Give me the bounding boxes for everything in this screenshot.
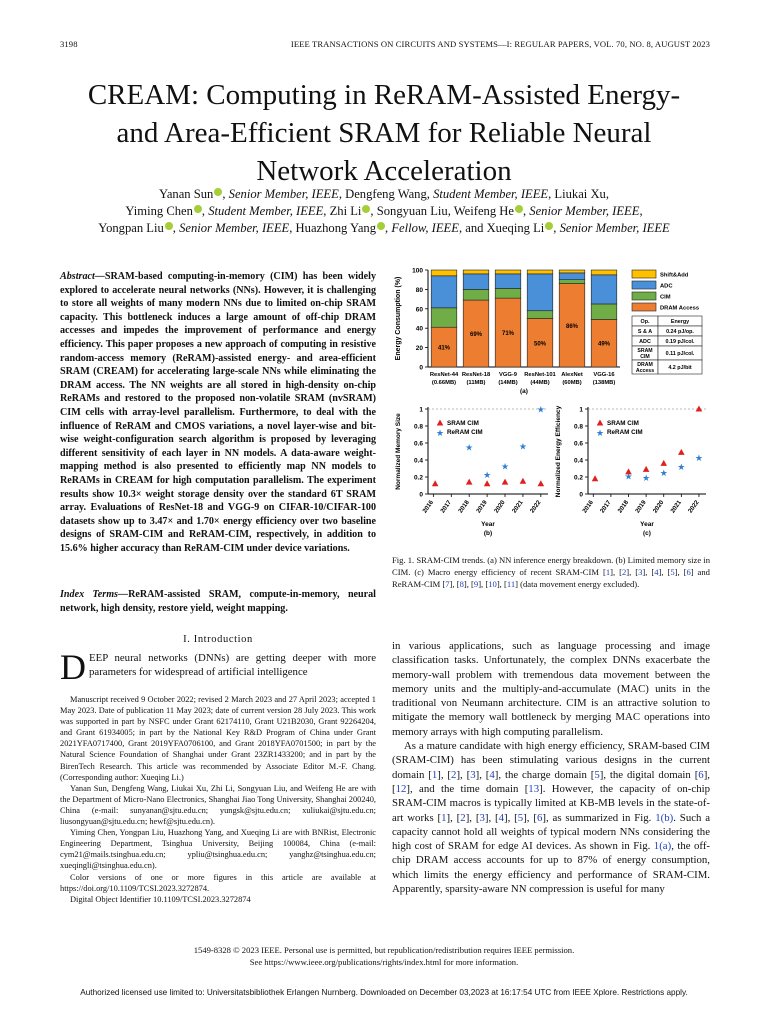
x-tick-label: 2017 <box>439 499 453 515</box>
table-cell-text: Op. <box>640 319 650 325</box>
bar-segment <box>591 270 617 275</box>
orcid-icon[interactable] <box>515 205 523 213</box>
data-point-sram <box>466 479 473 485</box>
bar-segment <box>527 270 553 274</box>
legend-label: DRAM Access <box>660 305 700 312</box>
y-tick-label: 0.6 <box>573 440 583 448</box>
title-line: CREAM: Computing in ReRAM-Assisted Energy- <box>87 79 681 111</box>
table-cell-text: 0.24 pJ/op. <box>666 329 694 336</box>
data-point-sram <box>520 478 527 484</box>
x-tick-label: AlexNet <box>561 372 583 378</box>
y-tick-label: 0.2 <box>413 474 423 482</box>
legend-label: ReRAM CIM <box>447 429 483 436</box>
category-size-label: (11MB) <box>466 380 486 386</box>
legend-marker-sram <box>437 420 444 426</box>
body-paragraph: As a mature candidate with high energy efficiency, SRAM-based CIM (SRAM-CIM) has been stimulating various designs in the current domain [1], [2], [3], [4], the charge domain [5], the digital domain [6], [12], and the time domain [13]. However, the capacity of on-chip SRAM-CIM macros is typically limited at KB-MB levels in the state-of-art works [1], [2], [3], [4], [5], [6], as summarized in Fig. 1(b). Such a capacity cannot hold all weights of typical modern NNs considering the high cost of SRAM for edge AI devices. As shown in Fig. 1(a), the off-chip DRAM access accounts for up to 87% of energy consumption, which limits the energy efficiency and performance of SRAM-CIM. Apparently, sparsity-aware NN compression is useful for many <box>392 740 711 896</box>
bar-segment <box>559 270 585 273</box>
bar-segment <box>463 274 489 290</box>
legend-marker-reram: ★ <box>595 428 605 438</box>
bar-segment <box>431 270 457 276</box>
page-number: 3198 <box>60 39 78 49</box>
x-tick-label: 2020 <box>651 499 666 515</box>
footnote-affiliation: Yiming Chen, Yongpan Liu, Huazhong Yang, and Xueqing Li are with BNRist, Electronic Engineering Department, Tsinghua University, Beijing 100084, China (e-mail: cym21@mails.tsinghua.edu.cn; ypliu@tsinghua.edu.cn; yanghz@tsinghua.edu.cn; xueqingli@tsinghua.edu.cn). <box>60 828 376 871</box>
author-line: Yiming Chen , Student Member, IEEE, Zhi Li , Songyuan Liu, Weifeng He , Senior Member, IEEE, <box>125 204 643 218</box>
footnote-manuscript: Manuscript received 9 October 2022; revised 2 March 2023 and 27 April 2023; accepted 1 May 2023. Date of publication 11 May 2023; date of current version 28 July 2023. This work was supported in part by NSFC under Grant 62174110, Grant U21B2030, Grant 92264204, and Grant 61934005; in part by the National Key R&D Program of China under Grant 2021YFA0717400, Grant 2019YFA0706100, and Grant 2018YFA0701500; in part by the Natural Science Foundation of Shanghai under Grant 23ZR1433200; and in part by the BirenTech Research. This article was recommended by Associate Editor M.-F. Chang. (Corresponding author: Xueqing Li.) <box>60 695 376 782</box>
bar-segment <box>527 311 553 319</box>
data-label: 71% <box>501 331 515 338</box>
data-point-reram: ★ <box>694 452 703 463</box>
y-axis-label: Normalized Memory Size <box>395 413 402 490</box>
footnote-doi: Digital Object Identifier 10.1109/TCSI.2023.3272874 <box>70 894 251 904</box>
orcid-icon[interactable] <box>165 222 173 230</box>
y-axis-label: Normalized Energy Efficiency <box>555 405 562 498</box>
panel-label: (c) <box>643 530 651 537</box>
y-tick-label: 0 <box>419 364 423 372</box>
legend-marker-sram <box>597 420 604 426</box>
authorized-use-notice: Authorized licensed use limited to: Universitatsbibliothek Erlangen Nurnberg. Downloaded on December 03,2023 at 16:17:54 UTC from IEEE Xplore. Restrictions apply. <box>80 988 688 997</box>
legend-label: ADC <box>660 283 673 290</box>
x-tick-label: 2016 <box>421 499 436 515</box>
data-label: 49% <box>597 341 611 348</box>
bar-segment <box>495 270 521 274</box>
legend-label: ReRAM CIM <box>607 429 643 436</box>
legend-swatch <box>632 303 656 311</box>
data-point-sram <box>484 480 491 486</box>
y-tick-label: 0.2 <box>573 474 583 482</box>
x-tick-label: 2017 <box>598 499 613 515</box>
figure-1 <box>388 262 718 552</box>
y-tick-label: 0.8 <box>413 423 423 431</box>
legend-swatch <box>632 292 656 300</box>
table-cell-text: S & A <box>637 329 653 335</box>
y-tick-label: 0.6 <box>413 440 423 448</box>
table-cell-text: DRAM <box>637 362 653 368</box>
intro-paragraph <box>60 647 376 687</box>
author-list <box>40 186 728 237</box>
author-line: Yanan Sun , Senior Member, IEEE, Dengfeng Wang, Student Member, IEEE, Liukai Xu, <box>159 187 609 201</box>
x-tick-label: 2019 <box>475 499 489 515</box>
orcid-icon[interactable] <box>194 205 202 213</box>
x-tick-label: VGG-16 <box>593 372 615 378</box>
bar-segment <box>495 274 521 289</box>
orcid-icon[interactable] <box>362 205 370 213</box>
table-cell-text: 0.11 pJ/col. <box>665 351 695 358</box>
y-tick-label: 40 <box>415 325 423 333</box>
legend-swatch <box>632 270 656 278</box>
y-tick-label: 60 <box>415 306 423 314</box>
panel-label: (b) <box>483 530 493 537</box>
legend-label: Shift&Add <box>660 272 689 279</box>
legend-label: SRAM CIM <box>607 420 639 427</box>
x-tick-label: 2016 <box>581 499 595 515</box>
y-tick-label: 20 <box>415 345 423 353</box>
data-point-reram: ★ <box>642 473 651 484</box>
bar-segment <box>495 288 521 298</box>
orcid-icon[interactable] <box>545 222 553 230</box>
y-tick-label: 0.8 <box>573 423 583 431</box>
table-cell-text: 0.19 pJ/col. <box>665 339 695 346</box>
footnotes <box>60 694 376 905</box>
data-label: 41% <box>437 345 451 352</box>
data-point-reram: ★ <box>465 442 474 453</box>
table-cell-text: Energy <box>670 319 690 326</box>
copyright-footer <box>40 945 728 968</box>
title-line: Network Acceleration <box>256 155 512 187</box>
data-point-sram <box>643 466 650 472</box>
x-tick-label: 2021 <box>669 499 683 515</box>
chart-panel-a <box>395 268 702 396</box>
x-tick-label: 2021 <box>510 499 525 515</box>
y-tick-label: 0.4 <box>573 457 583 465</box>
bar-segment <box>591 304 617 320</box>
paper-title <box>30 76 738 190</box>
footnote-affiliation: Yanan Sun, Dengfeng Wang, Liukai Xu, Zhi Li, Songyuan Liu, and Weifeng He are with the Department of Micro-Nano Electronics, Shanghai Jiao Tong University, Shanghai 200240, China (e-mail: sunyanan@sjtu.edu.cn; yungsk@sjtu.edu.cn; xuliukai@sjtu.edu.cn; liusongyuan@sjtu.edu.cn; hewf@sjtu.edu.cn). <box>60 783 376 827</box>
data-point-sram <box>678 449 685 455</box>
x-tick-label: 2022 <box>686 499 701 515</box>
x-tick-label: ResNet-44 <box>429 372 459 378</box>
panel-label: (a) <box>520 388 528 395</box>
table-cell-text: ADC <box>639 339 651 345</box>
footnote-color: Color versions of one or more figures in this article are available at https://doi.org/10.1109/TCSI.2023.3272874. <box>60 872 376 893</box>
index-terms-label: Index Terms— <box>60 589 129 600</box>
orcid-icon[interactable] <box>214 188 222 196</box>
x-tick-label: ResNet-101 <box>524 372 556 378</box>
y-tick-label: 80 <box>415 286 423 294</box>
y-tick-label: 0.4 <box>413 457 423 465</box>
index-terms <box>60 588 376 615</box>
y-tick-label: 0 <box>419 491 423 499</box>
table-cell-text: CIM <box>640 354 650 360</box>
category-size-label: (44MB) <box>530 380 550 386</box>
data-point-reram: ★ <box>624 471 633 482</box>
category-size-label: (60MB) <box>562 380 582 386</box>
body-right-column <box>392 639 710 896</box>
footer-line: 1549-8328 © 2023 IEEE. Personal use is permitted, but republication/redistribution requires IEEE permission. <box>193 945 575 955</box>
table-cell-text: Access <box>635 368 655 374</box>
legend-marker-reram: ★ <box>435 428 445 438</box>
chart-panel-c <box>555 405 706 537</box>
x-tick-label: 2018 <box>457 499 471 515</box>
abstract-label: Abstract— <box>60 271 105 282</box>
x-tick-label: 2018 <box>616 499 631 515</box>
x-tick-label: 2019 <box>634 499 648 515</box>
data-point-sram <box>502 479 509 485</box>
x-tick-label: VGG-9 <box>498 372 518 378</box>
abstract <box>60 270 376 555</box>
title-line: and Area-Efficient SRAM for Reliable Neural <box>116 117 652 149</box>
data-label: 86% <box>565 323 579 330</box>
data-point-sram <box>538 480 545 486</box>
legend-label: SRAM CIM <box>447 420 479 427</box>
data-point-reram: ★ <box>483 469 492 480</box>
intro-text: EEP neural networks (DNNs) are getting deeper with more parameters for widespread of artificial intelligence <box>89 652 376 678</box>
index-terms-text: ReRAM-assisted SRAM, compute-in-memory, neural network, high density, restore yield, weight mapping. <box>60 589 376 614</box>
journal-header: IEEE TRANSACTIONS ON CIRCUITS AND SYSTEMS—I: REGULAR PAPERS, VOL. 70, NO. 8, AUGUST 2023 <box>290 39 710 49</box>
drop-cap: D <box>60 647 86 687</box>
data-point-reram: ★ <box>659 468 668 479</box>
y-axis-label: Energy Consumption (%) <box>395 276 402 361</box>
orcid-icon[interactable] <box>377 222 385 230</box>
x-axis-label: Year <box>481 521 495 528</box>
bar-segment <box>559 273 585 280</box>
table-cell-text: SRAM <box>637 348 653 354</box>
data-point-sram <box>660 460 667 466</box>
y-tick-label: 1 <box>419 406 423 414</box>
section-heading: I. Introduction <box>183 634 253 645</box>
author-line: Yongpan Liu , Senior Member, IEEE, Huazhong Yang , Fellow, IEEE, and Xueqing Li , Senior Member, IEEE <box>98 221 670 235</box>
data-point-reram: ★ <box>677 462 686 473</box>
legend-label: CIM <box>660 294 671 301</box>
data-point-sram <box>432 480 439 486</box>
category-size-label: (138MB) <box>592 380 616 386</box>
bar-segment <box>527 274 553 311</box>
data-label: 69% <box>469 332 483 339</box>
bar-segment <box>559 280 585 284</box>
data-point-sram <box>696 406 703 412</box>
bar-segment <box>591 275 617 304</box>
body-paragraph: in various applications, such as language processing and image classification tasks. Unfortunately, the complex DNNs exacerbate the memory-wall problem with tremendous data movement between the memory units and the multiply-and-accumulate (MAC) units in the traditional von Neumann architecture. CIM is an attractive solution to mitigate the memory wall bottleneck by merging MAC operations into memory arrays with high computing parallelism. <box>392 640 710 738</box>
data-label: 50% <box>533 341 547 348</box>
abstract-text: SRAM-based computing-in-memory (CIM) has been widely explored to accelerate neural networks (NNs). However, it is challenging to store all weights of many modern NNs due to limited on-chip SRAM capacity. This bottleneck induces a large amount of off-chip DRAM accesses and impedes the improvement of performance and energy efficiency. This paper proposes a new approach of computing in resistive random-access memory (ReRAM)-assisted energy- and area-efficient SRAM (CREAM) for accelerating large-scale NNs while eliminating the DRAM access. The NN weights are all stored in high-density on-chip ReRAMs and restored to the proposed non-volatile SRAM (nvSRAM) CIM cells with array-level parallelism. Furthermore, to deal with the influence of ReRAM and CMOS variations, a novel layer-wise and bit-wise weight-configuration search algorithm is proposed by leveraging different sensitivity of each layer in NN models. A data-aware weight-mapping method is also presented to efficiently map NN models to ReRAMs in CREAM for high computation parallelism. The experiment results show 10.3× weight storage density over the standard 6T SRAM array. Evaluations of ResNet-18 and VGG-9 on CIFAR-10/CIFAR-100 datasets show up to 3.47× and 1.70× energy efficiency over two baseline designs of SRAM-CIM and ReRAM-CIM, respectively, in addition to 15.6% higher accuracy than ReRAM-CIM under device variations. <box>60 271 376 554</box>
data-point-reram: ★ <box>518 441 527 452</box>
y-tick-label: 1 <box>579 406 583 414</box>
data-point-reram: ★ <box>536 404 545 415</box>
bar-segment <box>463 289 489 300</box>
data-point-sram <box>592 475 599 481</box>
y-tick-label: 0 <box>579 491 583 499</box>
footer-line: See https://www.ieee.org/publications/rights/index.html for more information. <box>249 956 519 967</box>
x-tick-label: 2020 <box>493 499 507 515</box>
category-size-label: (0.66MB) <box>431 380 457 386</box>
figure-caption: Fig. 1. SRAM-CIM trends. (a) NN inference energy breakdown. (b) Limited memory size in CIM. (c) Macro energy efficiency of recent SRAM-CIM [1], [2], [3], [4], [5], [6] and ReRAM-CIM [7], [8], [9], [10], [11] (data movement energy excluded). <box>392 555 710 589</box>
category-size-label: (14MB) <box>498 380 518 386</box>
table-cell-text: 4.2 pJ/bit <box>668 365 692 372</box>
data-point-reram: ★ <box>500 461 510 472</box>
x-tick-label: 2022 <box>528 499 543 515</box>
bar-segment <box>431 308 457 327</box>
x-axis-label: Year <box>640 521 654 528</box>
bar-segment <box>463 270 489 274</box>
bar-segment <box>431 276 457 308</box>
y-tick-label: 100 <box>412 267 423 275</box>
x-tick-label: ResNet-18 <box>461 372 491 378</box>
legend-swatch <box>632 281 656 289</box>
chart-panel-b <box>395 404 548 537</box>
